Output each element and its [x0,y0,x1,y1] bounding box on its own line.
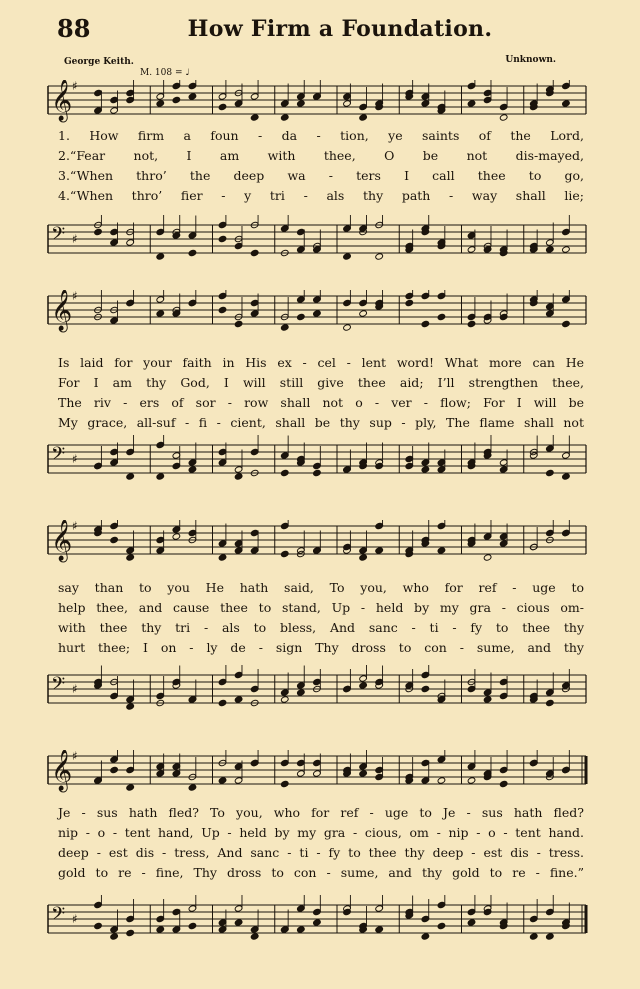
notehead [562,100,571,107]
notehead [297,926,306,933]
notehead [218,306,227,313]
notehead [280,114,289,121]
notehead [234,696,243,703]
sharp-key-signature-icon: ♯ [72,682,78,696]
treble-staff-1 [0,80,640,130]
bass-clef-icon: 𝄢 [51,904,66,929]
lyric-verse-3: with thee thy tri - als to bless, And sanc - ti - fy to thee thy [58,620,584,635]
notehead [562,473,571,480]
notehead [110,766,119,773]
notehead [156,926,165,933]
notehead [546,933,555,940]
bass-staff-1 [0,215,640,275]
notehead [546,469,555,476]
treble-staff-2 [0,290,640,340]
author-credit: George Keith. [64,57,134,67]
notehead [188,696,197,703]
notehead [156,100,165,107]
notehead [546,699,555,706]
notehead [562,529,571,536]
lyric-verse-2: 2.“Fear not, I am with thee, O be not dis-mayed, [58,148,584,163]
notehead [499,780,508,787]
treble-staff-3 [0,520,640,570]
lyric-verse-3: The riv - ers of sor - row shall not o - ver - flow; For I will be [58,395,584,410]
music-system-1 [0,70,640,270]
notehead [250,759,259,766]
notehead [297,313,306,320]
notehead [110,933,119,940]
sharp-key-signature-icon: ♯ [72,750,78,763]
music-system-4 [0,745,640,975]
sharp-key-signature-icon: ♯ [72,80,78,93]
treble-clef-icon: 𝄞 [51,520,73,561]
lyric-verse-3: 3.“When thro’ the deep wa - ters I call thee to go, [58,168,584,183]
notehead [156,310,165,317]
notehead [188,299,197,306]
lyric-verse-3: deep - est dis - tress, And sanc - ti - fy to thee thy deep - est dis - tress. [58,845,584,860]
notehead [467,919,476,926]
notehead [467,777,476,784]
notehead [375,547,384,554]
notehead [126,703,135,710]
notehead [188,466,197,473]
notehead [437,547,446,554]
bass-staff-4 [0,895,640,955]
lyric-verse-1: 1. How firm a foun - da - tion, ye saints of the Lord, [58,128,584,143]
notehead [343,466,352,473]
notehead [375,926,384,933]
notehead [437,922,446,929]
lyric-verse-4: My grace, all-suf - fi - cient, shall be thy sup - ply, The flame shall not [58,415,584,430]
sharp-key-signature-icon: ♯ [72,912,78,926]
lyric-verse-1: say than to you He hath said, To you, who for ref - uge to [58,580,584,595]
notehead [343,253,352,260]
notehead [467,100,476,107]
hymn-title: How Firm a Foundation. [187,16,493,42]
sharp-key-signature-icon: ♯ [72,452,78,466]
notehead [483,696,492,703]
notehead [126,554,135,561]
notehead [359,310,368,317]
notehead [188,922,197,929]
notehead [218,777,227,784]
sharp-key-signature-icon: ♯ [72,232,78,246]
notehead [218,103,227,110]
lyric-verse-1: Is laid for your faith in His ex - cel - lent word! What more can He [58,355,584,370]
notehead [172,533,181,540]
notehead [546,246,555,253]
notehead [359,554,368,561]
lyric-verse-1: Je - sus hath fled? To you, who for ref - uge to Je - sus hath fled? [58,805,584,820]
page-number: 88 [57,14,91,43]
bass-clef-icon: 𝄢 [51,224,66,249]
notehead [297,689,306,696]
notehead [562,766,571,773]
notehead [280,780,289,787]
bass-clef-icon: 𝄢 [51,444,66,469]
notehead [126,784,135,791]
notehead [94,922,103,929]
notehead [218,699,227,706]
notehead [313,469,322,476]
notehead [156,473,165,480]
notehead [126,929,135,936]
notehead [156,253,165,260]
notehead [359,682,368,689]
notehead [437,313,446,320]
notehead [188,249,197,256]
notehead [437,777,446,784]
lyric-verse-2: help thee, and cause thee to stand, Up - held by my gra - cious om- [58,600,584,615]
music-system-3 [0,515,640,725]
treble-staff-4 [0,750,640,800]
notehead [421,320,430,327]
sharp-key-signature-icon: ♯ [72,290,78,303]
lyric-verse-2: nip - o - tent hand, Up - held by my gra - cious, om - nip - o - tent hand. [58,825,584,840]
notehead [483,554,492,561]
notehead [94,777,103,784]
lyric-verse-4: gold to re - fine, Thy dross to con - sume, and thy gold to re - fine.” [58,865,584,880]
notehead [499,114,508,121]
notehead [250,114,259,121]
notehead [234,320,243,327]
lyric-verse-2: For I am thy God, I will still give thee aid; I’ll strengthen thee, [58,375,584,390]
notehead [359,770,368,777]
lyric-verse-4: 4.“When thro’ fier - y tri - als thy path - way shall lie; [58,188,584,203]
notehead [234,919,243,926]
notehead [250,933,259,940]
notehead [529,933,538,940]
sharp-key-signature-icon: ♯ [72,520,78,533]
notehead [218,554,227,561]
notehead [529,759,538,766]
notehead [234,473,243,480]
notehead [280,550,289,557]
notehead [297,100,306,107]
notehead [313,547,322,554]
tempo-marking: M. 108 = ♩ [140,68,190,78]
notehead [94,228,103,235]
notehead [562,320,571,327]
notehead [280,469,289,476]
notehead [359,114,368,121]
notehead [313,919,322,926]
notehead [280,926,289,933]
notehead [313,310,322,317]
treble-clef-icon: 𝄞 [51,80,73,121]
bass-clef-icon: 𝄢 [51,674,66,699]
notehead [188,93,197,100]
lyric-verse-4: hurt thee; I on - ly de - sign Thy dross to con - sume, and thy [58,640,584,655]
notehead [421,933,430,940]
composer-credit: Unknown. [505,55,556,65]
notehead [188,784,197,791]
notehead [421,466,430,473]
notehead [110,536,119,543]
notehead [280,324,289,331]
notehead [375,253,384,260]
treble-clef-icon: 𝄞 [51,750,73,791]
bass-staff-3 [0,665,640,725]
notehead [280,696,289,703]
notehead [562,246,571,253]
notehead [343,324,352,331]
notehead [421,685,430,692]
notehead [126,473,135,480]
bass-staff-2 [0,435,640,495]
notehead [218,235,227,242]
notehead [467,320,476,327]
notehead [250,249,259,256]
notehead [405,299,414,306]
music-system-2 [0,285,640,495]
treble-clef-icon: 𝄞 [51,290,73,331]
notehead [172,96,181,103]
